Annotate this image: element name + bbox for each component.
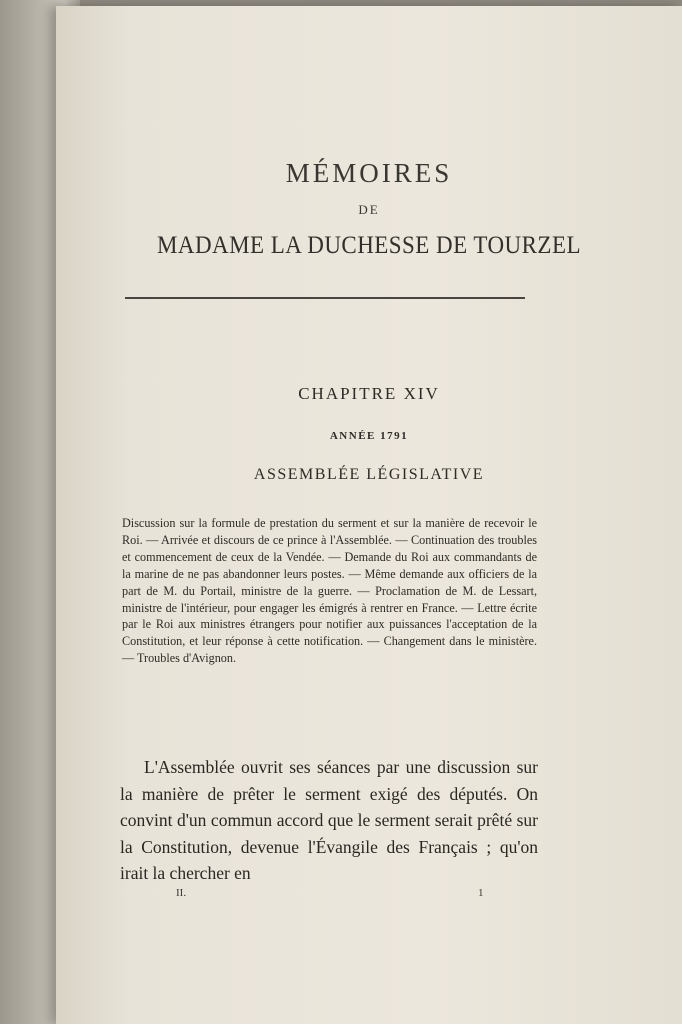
gathering-signature: 1 [478,887,484,899]
chapter-heading: CHAPITRE XIV [298,384,440,403]
book-title: MÉMOIRES [285,158,453,188]
chapter-year: ANNÉE 1791 [329,430,409,442]
title-connector: DE [358,202,380,217]
chapter-summary: Discussion sur la formule de prestation du serment et sur la manière de recevoir le Roi. — Arrivée et discours de ce prince à l'Assemblée. — Continuation des troubles et commencement de ceux de la Vendée. — Demande du Roi aux commandants de la marine de ne pas abandonner leurs postes. — Même demande aux officiers de la part de M. du Portail, ministre de la guerre. — Proclamation de M. de Lessart, ministre de l'intérieur, pour engager les émigrés à rentrer en France. — Lettre écrite par le Roi aux ministres étrangers pour notifier aux puissances l'acceptation de la Constitution, et leur réponse à cette notification. — Changement dans le ministère. — Troubles d'Avignon. [122,516,537,666]
title-rule [125,297,525,299]
volume-signature: II. [176,887,187,899]
book-subtitle: MADAME LA DUCHESSE DE TOURZEL [157,232,581,259]
body-paragraph: L'Assemblée ouvrit ses séances par une discussion sur la manière de prêter le serment exigé des députés. On convint d'un commun accord que le serment serait prêté sur la Constitution, devenue l'Évangile des Français ; qu'on irait la chercher en [120,757,538,883]
section-heading: ASSEMBLÉE LÉGISLATIVE [253,466,485,483]
